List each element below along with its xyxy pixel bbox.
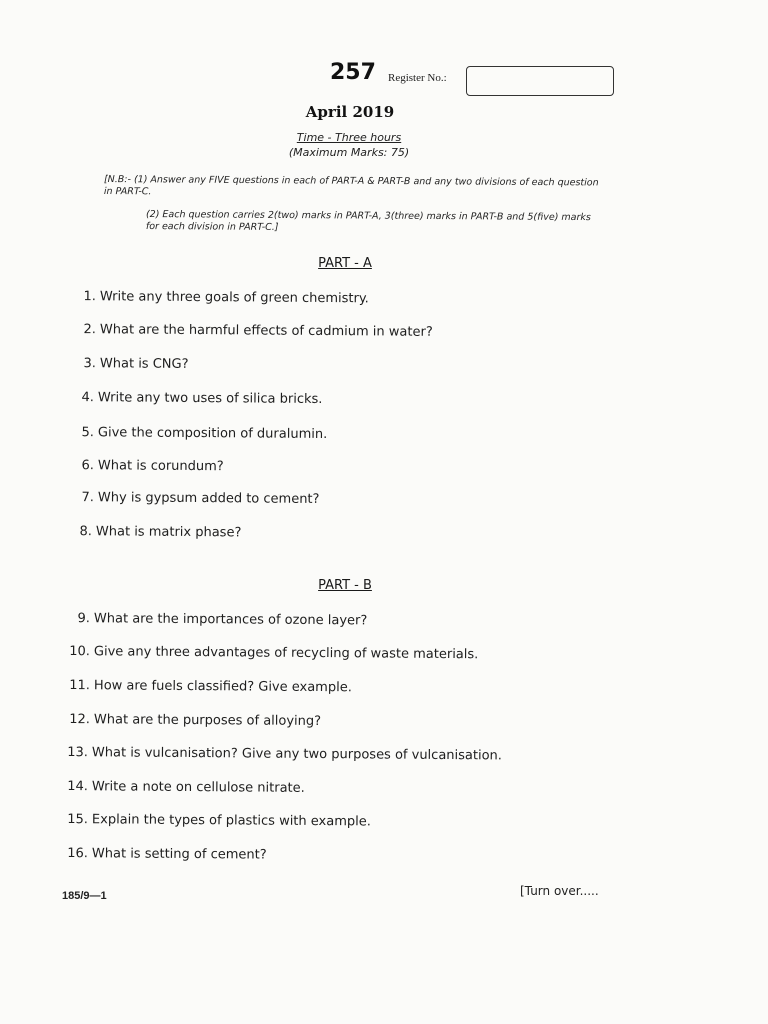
paper-code: 257 (330, 60, 376, 85)
question-text: How are fuels classified? Give example. (93, 678, 352, 696)
question-number: 14. (67, 779, 88, 795)
question-text: Explain the types of plastics with example. (91, 812, 371, 830)
question-number: 9. (77, 611, 90, 627)
question-text: Give the composition of duralumin. (97, 425, 328, 443)
turn-over-note: [Turn over..... (520, 884, 599, 898)
question-text: Give any three advantages of recycling of waste materials. (93, 644, 479, 663)
question-text: Why is gypsum added to cement? (97, 490, 320, 507)
question-text: What are the purposes of alloying? (93, 712, 322, 730)
question-number: 2. (83, 322, 96, 338)
question-number: 8. (79, 524, 92, 540)
question-number: 11. (69, 678, 90, 694)
part-b-heading: PART - B (318, 578, 372, 593)
register-number-field[interactable] (466, 66, 614, 96)
question-number: 5. (81, 425, 94, 441)
question-number: 13. (67, 745, 88, 761)
question-number: 1. (83, 289, 96, 305)
max-marks: (Maximum Marks: 75) (288, 146, 410, 159)
instruction-1: [N.B:- (1) Answer any FIVE questions in each of PART-A & PART-B and any two divisions of each question in PART-C. (103, 174, 599, 198)
question-number: 7. (81, 490, 94, 506)
question-text: Write any two uses of silica bricks. (97, 390, 323, 407)
question-number: 10. (69, 644, 90, 660)
question-number: 16. (67, 846, 88, 862)
question-text: What are the harmful effects of cadmium in water? (99, 322, 433, 340)
question-text: What is setting of cement? (91, 846, 267, 863)
instruction-2: (2) Each question carries 2(two) marks in PART-A, 3(three) marks in PART-B and 5(five) marks for each division in PART-C.] (145, 209, 591, 233)
question-text: What is vulcanisation? Give any two purposes of vulcanisation. (91, 745, 503, 764)
question-text: What is corundum? (97, 458, 224, 475)
footer-code: 185/9—1 (62, 890, 107, 902)
part-a-heading: PART - A (318, 256, 372, 271)
question-text: What are the importances of ozone layer? (93, 611, 368, 629)
exam-date: April 2019 (305, 103, 395, 121)
exam-time: Time - Three hours (296, 131, 402, 144)
question-number: 12. (69, 712, 90, 728)
header (330, 60, 620, 94)
question-number: 3. (83, 356, 96, 372)
question-number: 4. (81, 390, 94, 406)
question-text: Write a note on cellulose nitrate. (91, 779, 305, 796)
question-text: What is matrix phase? (95, 524, 242, 541)
question-number: 6. (81, 458, 94, 474)
question-text: Write any three goals of green chemistry. (99, 289, 369, 307)
question-number: 15. (67, 812, 88, 828)
question-text: What is CNG? (99, 356, 189, 372)
register-label: Register No.: (388, 72, 447, 84)
